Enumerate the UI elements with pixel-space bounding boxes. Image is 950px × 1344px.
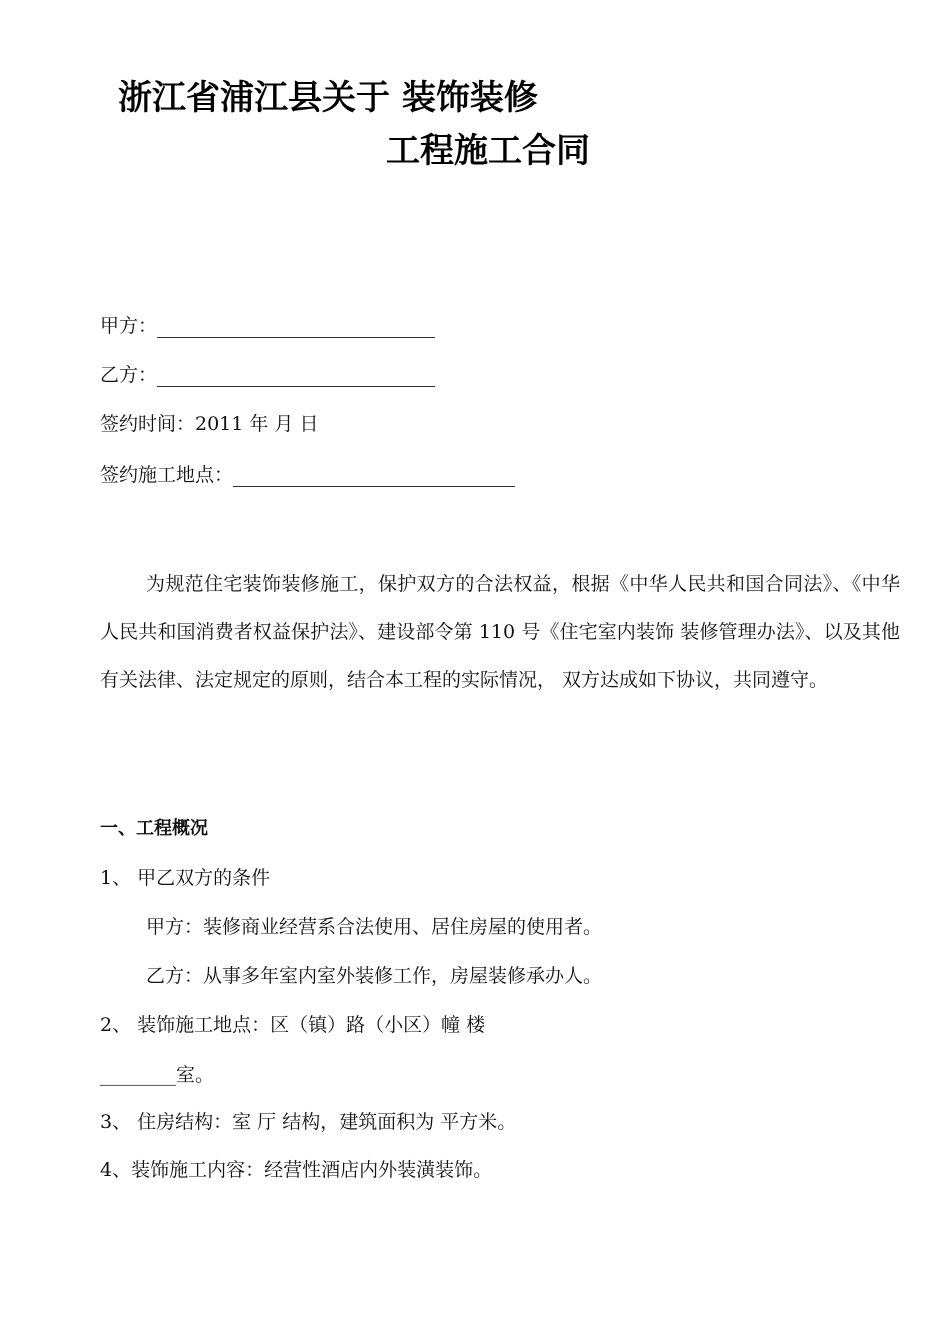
party-a-blank	[157, 317, 435, 338]
sign-date-field: 签约时间：2011 年 月 日	[100, 413, 319, 435]
section-heading: 一、工程概况	[100, 818, 208, 839]
intro-paragraph: 为规范住宅装饰装修施工，保护双方的合法权益，根据《中华人民共和国合同法》、《中华人民共和国消费者权益保护法》、建设部令第 110 号《住宅室内装饰 装修管理办法》、以及其他有关法律、法定规定的原则，结合本工程的实际情况， 双方达成如下协议，共同遵守。	[100, 573, 900, 691]
document-title-line-2: 工程施工合同	[386, 131, 590, 171]
list-item-1: 1、 甲乙双方的条件	[100, 867, 271, 889]
party-a-field	[100, 314, 435, 338]
list-item-2-continuation	[100, 1063, 214, 1087]
document-title-line-1: 浙江省浦江县关于 装饰装修	[118, 78, 538, 118]
list-item-1-party-b: 乙方：从事多年室内室外装修工作，房屋装修承办人。	[146, 965, 603, 987]
party-b-field	[100, 363, 435, 387]
party-b-label: 乙方：	[100, 364, 158, 386]
site-field	[100, 463, 515, 487]
list-item-2: 2、 装饰施工地点：区（镇）路（小区）幢 楼	[100, 1014, 486, 1036]
list-item-4: 4、装饰施工内容：经营性酒店内外装潢装饰。	[100, 1159, 493, 1181]
party-b-blank	[157, 366, 435, 387]
party-a-label: 甲方：	[100, 315, 158, 337]
room-suffix: 室。	[176, 1064, 215, 1086]
room-blank: ________	[100, 1064, 176, 1086]
site-label: 签约施工地点：	[100, 464, 234, 486]
list-item-1-party-a: 甲方：装修商业经营系合法使用、居住房屋的使用者。	[146, 916, 603, 938]
site-blank	[233, 466, 515, 487]
list-item-3: 3、 住房结构：室 厅 结构，建筑面积为 平方米。	[100, 1111, 517, 1133]
